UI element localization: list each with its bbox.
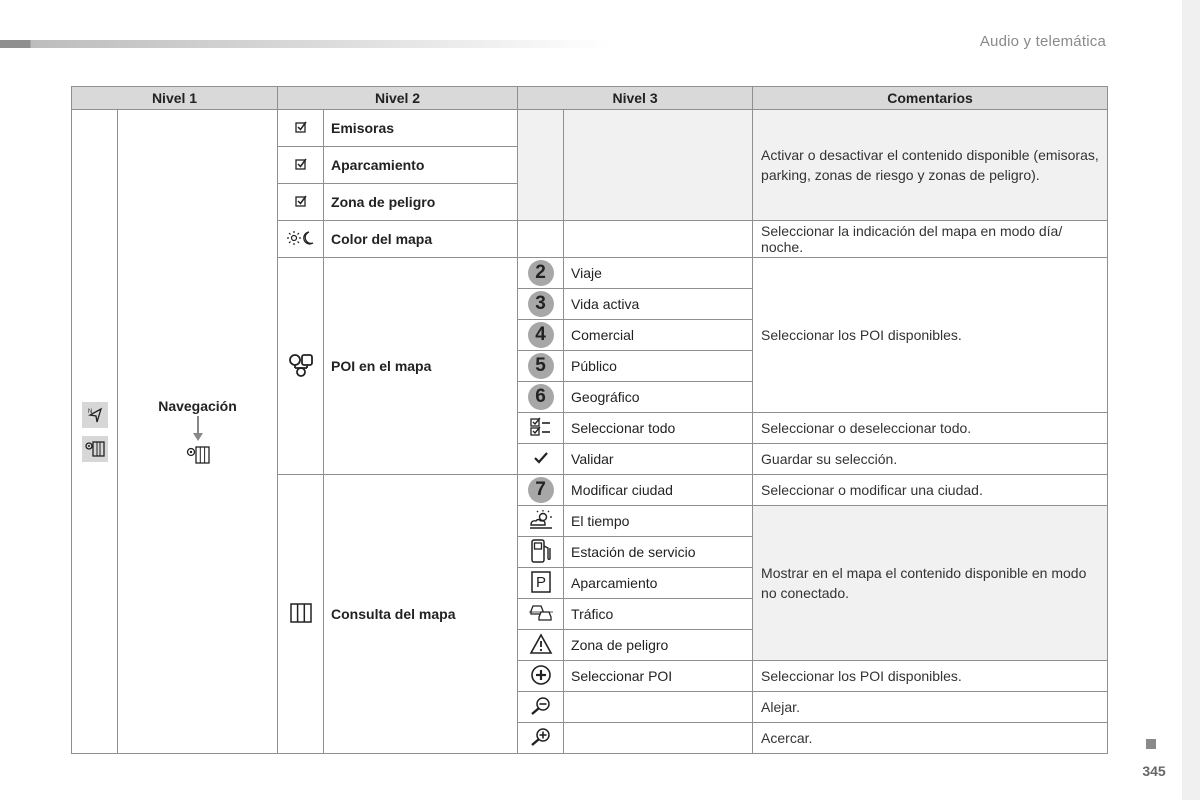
select-poi-comment: Seleccionar los POI disponibles. xyxy=(753,661,1108,692)
level3-empty-icon xyxy=(518,110,564,221)
map-book-icon[interactable] xyxy=(278,475,324,754)
level3-trafico[interactable]: Tráfico xyxy=(564,599,753,630)
level3-seleccionar-poi[interactable]: Seleccionar POI xyxy=(564,661,753,692)
menu-table xyxy=(71,86,1108,754)
level2-poi[interactable]: POI en el mapa xyxy=(324,258,518,475)
header-gradient-bar xyxy=(0,40,610,48)
category-number-badge: 4 xyxy=(518,320,564,351)
level3-geografico[interactable]: Geográfico xyxy=(564,382,753,413)
level3-comercial[interactable]: Comercial xyxy=(564,320,753,351)
map-settings-icon xyxy=(82,436,108,462)
header-nivel-1: Nivel 1 xyxy=(72,87,278,110)
zoom-in-comment: Acercar. xyxy=(753,723,1108,754)
poi-icon[interactable] xyxy=(278,258,324,475)
parking-icon[interactable] xyxy=(518,568,564,599)
level3-estacion-servicio[interactable]: Estación de servicio xyxy=(564,537,753,568)
svg-text:P: P xyxy=(535,573,546,591)
zoom-out-comment: Alejar. xyxy=(753,692,1108,723)
fuel-station-icon[interactable] xyxy=(518,537,564,568)
header-comentarios: Comentarios xyxy=(753,87,1108,110)
add-poi-icon[interactable] xyxy=(518,661,564,692)
level3-el-tiempo[interactable]: El tiempo xyxy=(564,506,753,537)
svg-text:N: N xyxy=(87,408,92,415)
day-night-icon[interactable] xyxy=(278,221,324,258)
map-settings-icon xyxy=(185,444,211,466)
down-arrow-icon xyxy=(192,416,204,442)
offline-content-comment: Mostrar en el mapa el contenido disponible en modo no conectado. xyxy=(753,506,1108,661)
validate-comment: Guardar su selección. xyxy=(753,444,1108,475)
category-number-badge: 6 xyxy=(518,382,564,413)
select-all-comment: Seleccionar o deseleccionar todo. xyxy=(753,413,1108,444)
level3-publico[interactable]: Público xyxy=(564,351,753,382)
display-comment: Activar o desactivar el contenido disponible (emisoras, parking, zonas de riesgo y zonas de peligro). xyxy=(753,110,1108,221)
level3-zona-peligro[interactable]: Zona de peligro xyxy=(564,630,753,661)
header-nivel-2: Nivel 2 xyxy=(278,87,518,110)
level2-consulta-mapa[interactable]: Consulta del mapa xyxy=(324,475,518,754)
level3-vida-activa[interactable]: Vida activa xyxy=(564,289,753,320)
level3-viaje[interactable]: Viaje xyxy=(564,258,753,289)
checkmark-icon[interactable] xyxy=(518,444,564,475)
traffic-icon[interactable] xyxy=(518,599,564,630)
level3-modificar-ciudad[interactable]: Modificar ciudad xyxy=(564,475,753,506)
checkbox-icon[interactable] xyxy=(278,147,324,184)
header-nivel-3: Nivel 3 xyxy=(518,87,753,110)
level2-color-mapa[interactable]: Color del mapa xyxy=(324,221,518,258)
level3-empty-icon xyxy=(518,221,564,258)
modify-city-comment: Seleccionar o modificar una ciudad. xyxy=(753,475,1108,506)
category-number-badge: 3 xyxy=(518,289,564,320)
nivel1-label: Navegación xyxy=(158,397,237,414)
level1-label-cell xyxy=(118,110,278,754)
poi-categories-comment: Seleccionar los POI disponibles. xyxy=(753,258,1108,413)
level3-empty-label xyxy=(564,110,753,221)
checkbox-icon[interactable] xyxy=(278,184,324,221)
level3-empty-label xyxy=(564,692,753,723)
level1-icon-cell xyxy=(72,110,118,754)
select-all-icon[interactable] xyxy=(518,413,564,444)
category-number-badge: 2 xyxy=(518,258,564,289)
category-number-badge: 7 xyxy=(518,475,564,506)
navigation-arrow-icon xyxy=(82,402,108,428)
section-title: Audio y telemática xyxy=(979,33,1106,50)
page-edge-strip xyxy=(1182,0,1200,800)
page-marker xyxy=(1146,739,1156,749)
zoom-in-icon[interactable] xyxy=(518,723,564,754)
level3-validar[interactable]: Validar xyxy=(564,444,753,475)
level3-seleccionar-todo[interactable]: Seleccionar todo xyxy=(564,413,753,444)
level3-aparcamiento[interactable]: Aparcamiento xyxy=(564,568,753,599)
weather-icon[interactable] xyxy=(518,506,564,537)
color-map-comment: Seleccionar la indicación del mapa en modo día/ noche. xyxy=(753,221,1108,258)
level2-emisoras[interactable]: Emisoras xyxy=(324,110,518,147)
level3-empty-label xyxy=(564,221,753,258)
page-number: 345 xyxy=(1142,763,1166,779)
level2-zona-peligro[interactable]: Zona de peligro xyxy=(324,184,518,221)
level2-aparcamiento[interactable]: Aparcamiento xyxy=(324,147,518,184)
level3-empty-label xyxy=(564,723,753,754)
danger-zone-icon[interactable] xyxy=(518,630,564,661)
category-number-badge: 5 xyxy=(518,351,564,382)
checkbox-icon[interactable] xyxy=(278,110,324,147)
table-row xyxy=(72,110,1108,147)
header-row xyxy=(72,87,1108,110)
zoom-out-icon[interactable] xyxy=(518,692,564,723)
